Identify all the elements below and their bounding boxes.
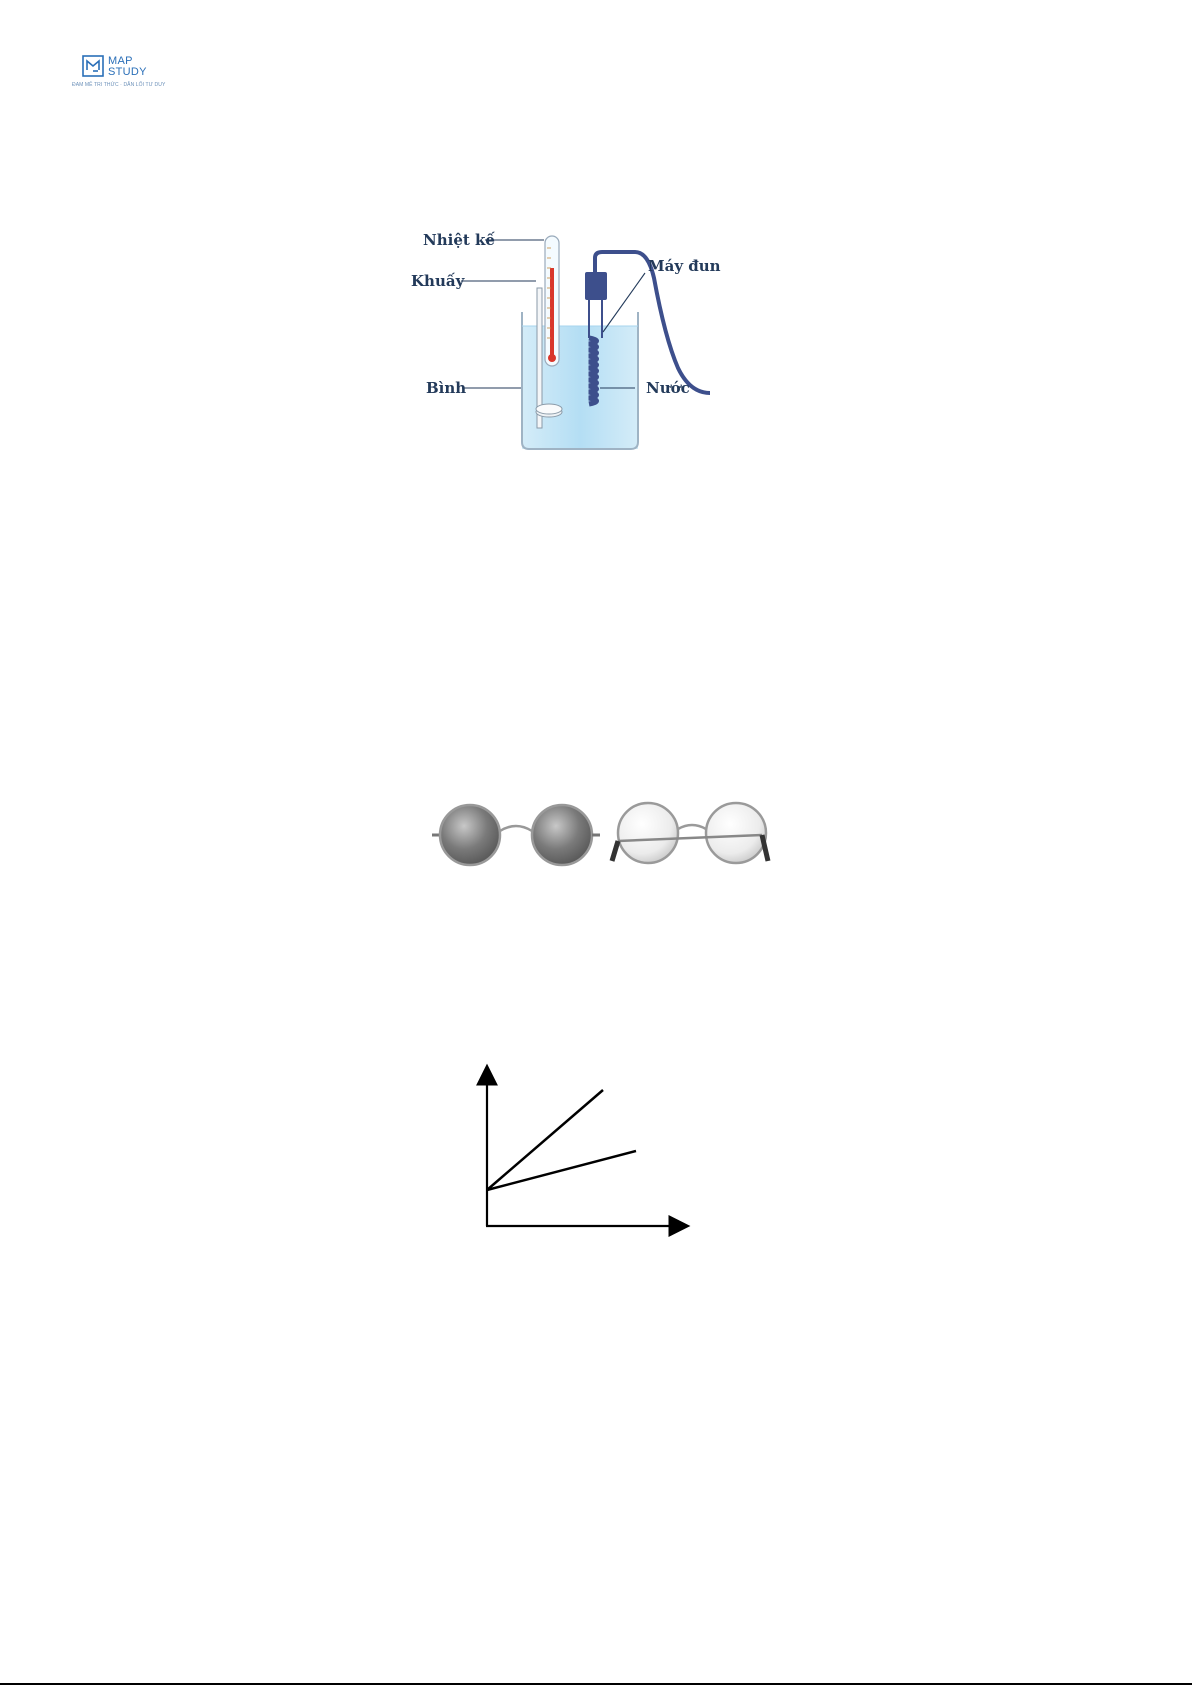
logo-tagline: ĐAM MÊ TRI THỨC · DẪN LỐI TƯ DUY bbox=[72, 82, 166, 88]
map-study-logo bbox=[72, 52, 182, 94]
thermometer bbox=[545, 236, 559, 366]
logo-text-study: STUDY bbox=[108, 66, 147, 78]
logo-text-map: MAP bbox=[108, 55, 133, 67]
line-graph-figure bbox=[470, 1062, 692, 1242]
label-thermometer: Nhiệt kế bbox=[423, 231, 495, 249]
label-stirrer: Khuấy bbox=[411, 272, 465, 290]
clear-glasses bbox=[612, 803, 768, 863]
label-vessel: Bình bbox=[426, 379, 467, 397]
map-study-logo-icon bbox=[82, 55, 104, 77]
label-water: Nước bbox=[646, 379, 690, 397]
heating-experiment-figure bbox=[411, 228, 770, 458]
dark-tinted-glasses bbox=[432, 805, 600, 865]
glasses-figure bbox=[432, 795, 772, 875]
label-heater: Máy đun bbox=[648, 257, 721, 275]
